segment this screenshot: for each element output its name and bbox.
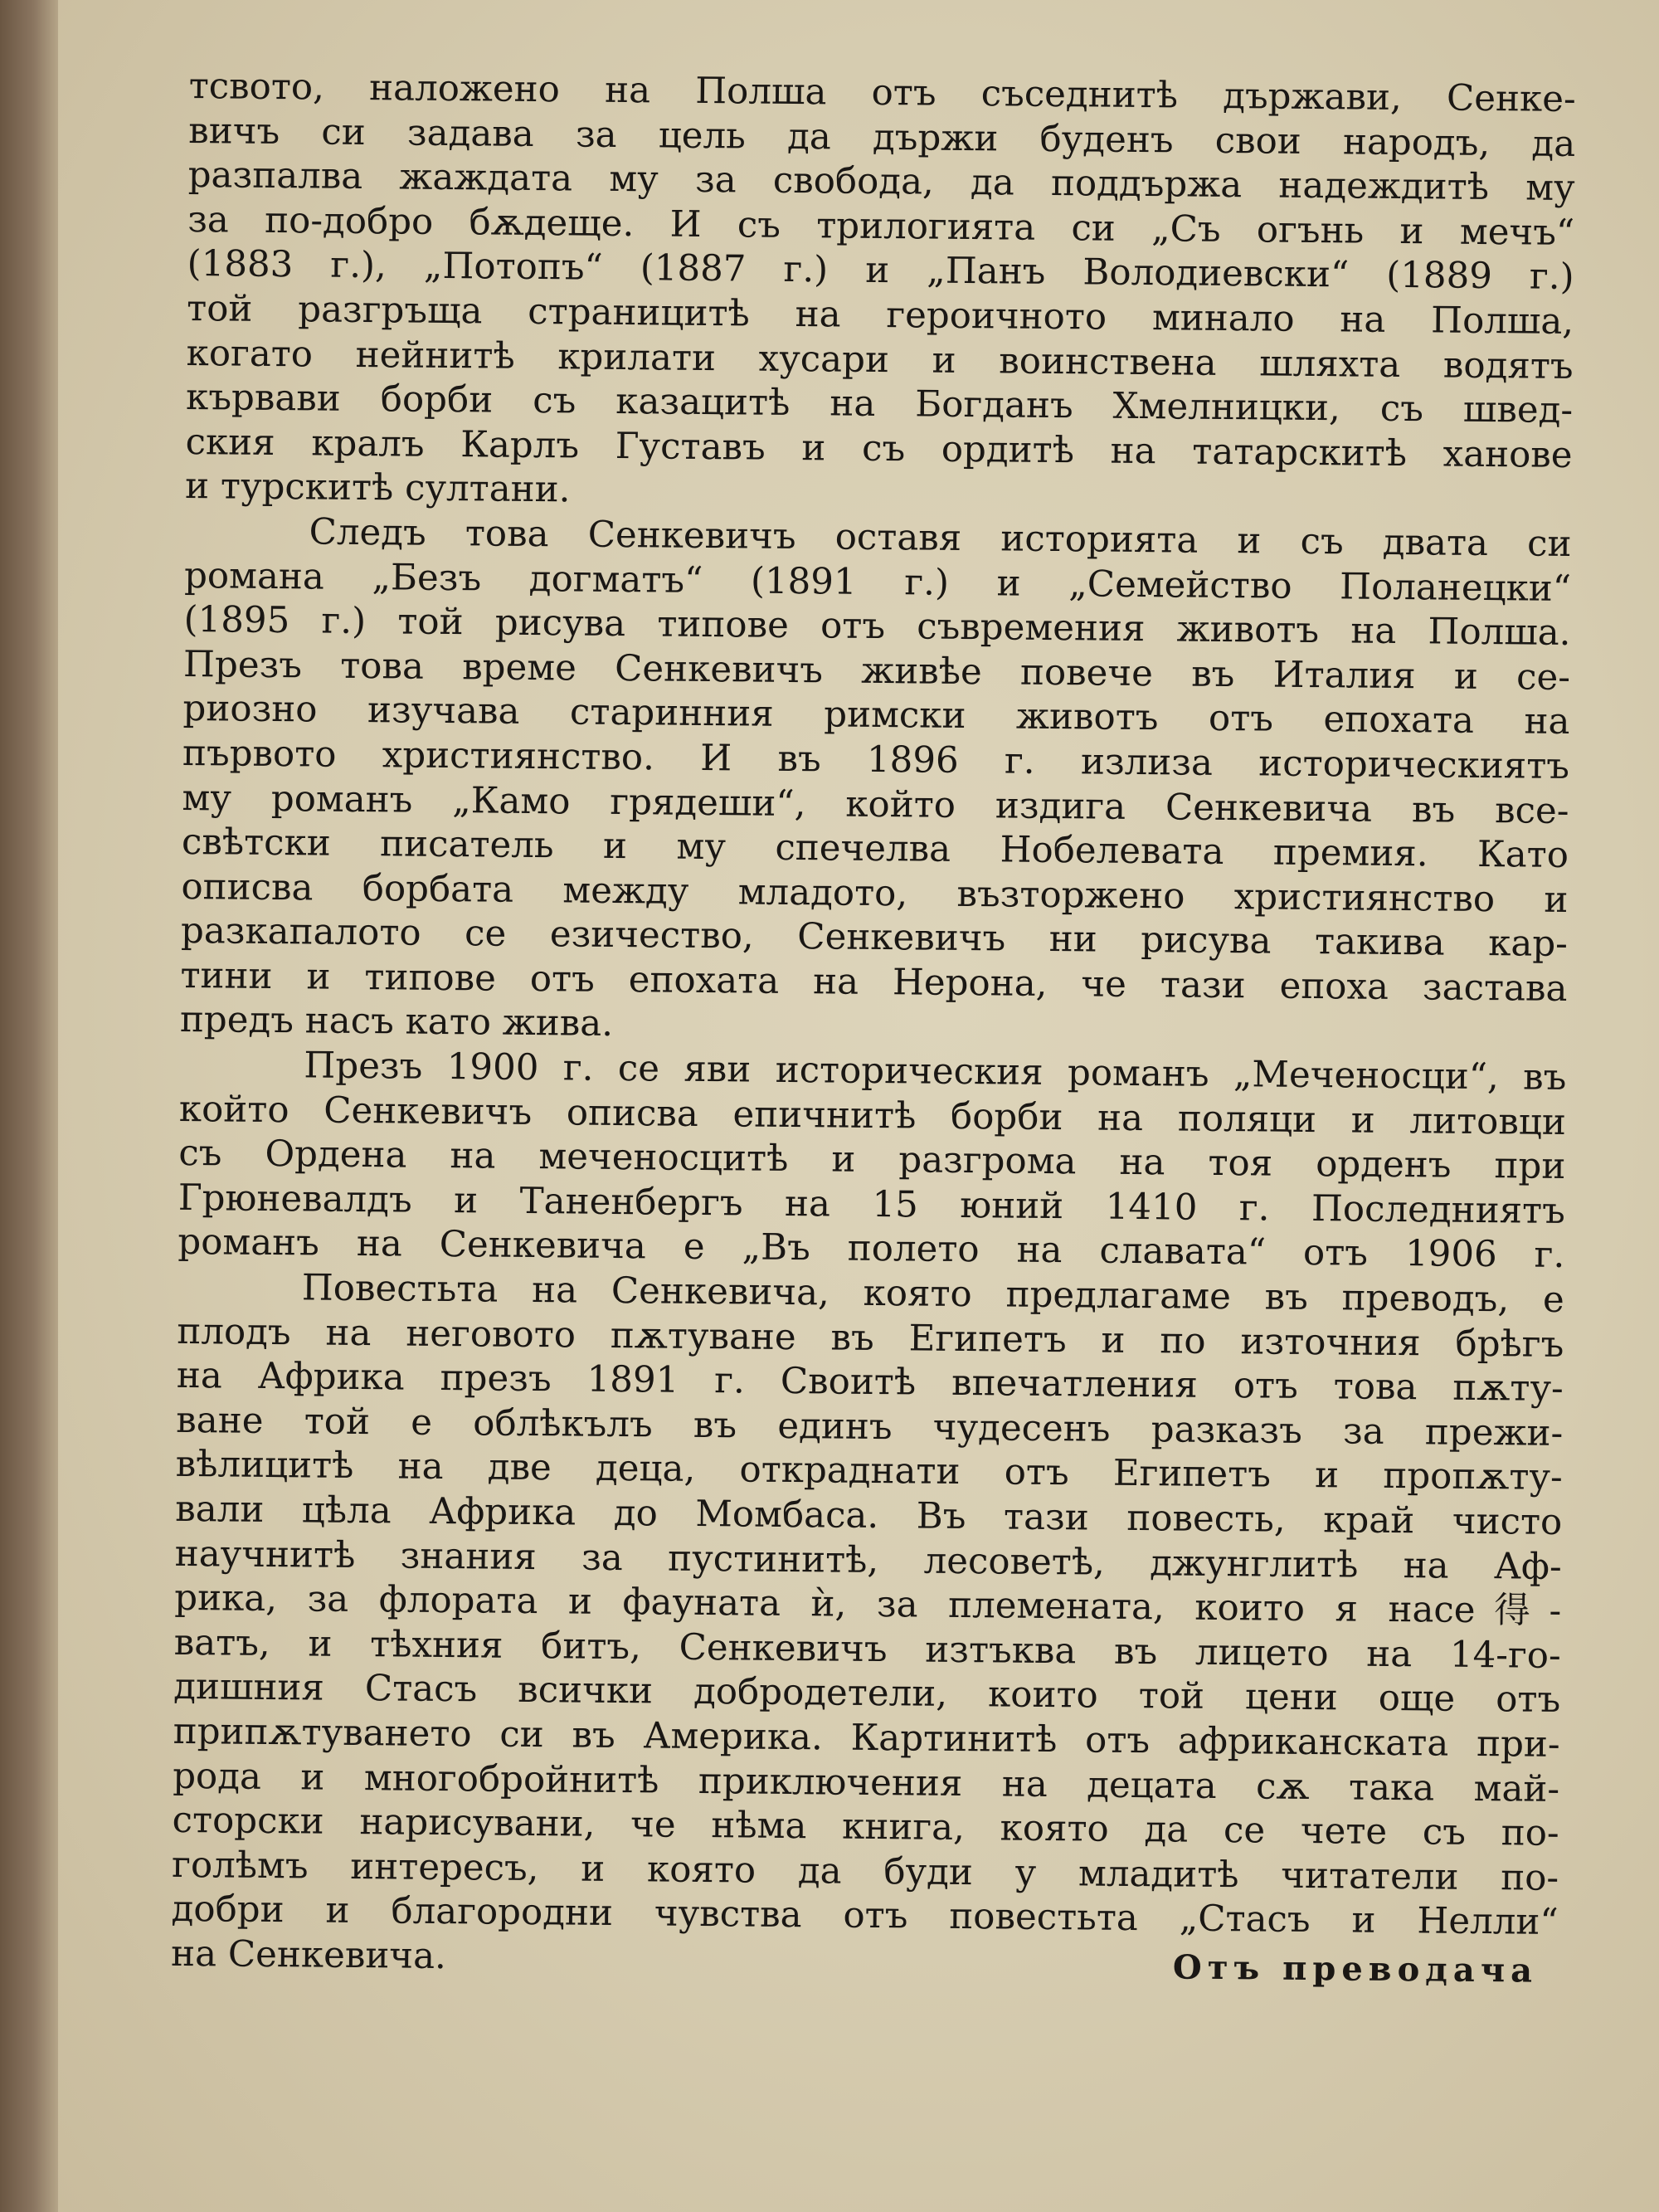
text-line: Грюневалдъ и Таненбергъ на 15 юний 1410 г. Последниятъ: [178, 1177, 1566, 1232]
text-line: вѣлицитѣ на две деца, откраднати отъ Египетъ и пропѫту-: [175, 1444, 1563, 1499]
text-line: голѣмъ интересъ, и която да буди у младитѣ читатели по-: [171, 1844, 1559, 1899]
text-line: разкапалото се езичество, Сенкевичъ ни рисува такива кар-: [180, 910, 1569, 966]
text-line: припѫтуването си въ Америка. Картинитѣ отъ африканската при-: [173, 1710, 1560, 1766]
text-line: който Сенкевичъ описва епичнитѣ борби на поляци и литовци: [178, 1088, 1567, 1143]
text-line: описва борбата между младото, възторжено християнство и: [181, 865, 1569, 921]
text-line: риозно изучава старинния римски животъ отъ епохата на: [182, 688, 1570, 743]
text-line: ване той е облѣкълъ въ единъ чудесенъ разказъ за прежи-: [176, 1399, 1564, 1454]
text-line: кървави борби съ казацитѣ на Богданъ Хмелницки, съ швед-: [185, 377, 1574, 432]
text-line: рика, за флората и фауната ѝ, за племената, които я насе得-: [174, 1577, 1562, 1633]
paragraph-1: [185, 65, 1576, 523]
translator-signature: Отъ преводача: [1172, 1947, 1539, 1990]
text-line: вичъ си задава за цель да държи буденъ свои народъ, да: [187, 110, 1576, 165]
paragraph-3: [178, 1043, 1566, 1279]
text-line: Следъ това Сенкевичъ оставя историята и съ двата си: [309, 511, 1572, 565]
text-line: Презъ 1900 г. се яви историческия романъ „Меченосци“, въ: [304, 1045, 1567, 1099]
text-line: научнитѣ знания за пустинитѣ, лесоветѣ, джунглитѣ на Аф-: [174, 1532, 1562, 1588]
text-line: (1895 г.) той рисува типове отъ съвремения животъ на Полша.: [183, 599, 1571, 655]
text-line: рода и многобройнитѣ приключения на децата сѫ така май-: [172, 1755, 1560, 1810]
text-line: първото християнство. И въ 1896 г. излиза историческиятъ: [182, 732, 1570, 787]
text-line: на Африка презъ 1891 г. Своитѣ впечатления отъ това пѫту-: [176, 1355, 1564, 1411]
text-line: плодъ на неговото пѫтуване въ Египетъ и по източния брѣгъ: [177, 1310, 1564, 1366]
text-line: сторски нарисувани, че нѣма книга, която да се чете съ по-: [172, 1800, 1559, 1855]
text-line: свѣтски писатель и му спечелва Нобелевата премия. Като: [181, 821, 1569, 877]
paragraph-2: [180, 509, 1572, 1056]
text-line: той разгръща страницитѣ на героичното минало на Полша,: [186, 287, 1574, 343]
text-line: за по-добро бѫдеще. И съ трилогията си „Съ огънь и мечъ“: [187, 198, 1575, 254]
text-line: му романъ „Камо грядеши“, който издига Сенкевича въ все-: [182, 777, 1569, 832]
text-line: разпалва жаждата му за свобода, да поддържа надеждитѣ му: [187, 154, 1575, 210]
page-text: [171, 65, 1576, 1993]
text-line: ския кралъ Карлъ Густавъ и съ ордитѣ на татарскитѣ ханове: [185, 421, 1573, 476]
text-line: тсвото, наложено на Полша отъ съседнитѣ държави, Сенке-: [188, 65, 1576, 121]
text-line: когато нейнитѣ крилати хусари и воинствена шляхта водятъ: [186, 332, 1574, 387]
text-line: вали цѣла Африка до Момбаса. Въ тази повесть, край чисто: [175, 1488, 1563, 1543]
text-line: романъ на Сенкевича е „Въ полето на славата“ отъ 1906 г.: [178, 1221, 1565, 1277]
text-line: ватъ, и тѣхния битъ, Сенкевичъ изтъква въ лицето на 14-го-: [173, 1621, 1561, 1677]
text-line: романа „Безъ догматъ“ (1891 г.) и „Семейство Поланецки“: [183, 554, 1572, 610]
text-line: съ Ордена на меченосцитѣ и разгрома на тоя орденъ при: [178, 1133, 1566, 1188]
paragraph-4: [171, 1265, 1564, 1990]
text-line: Повестьта на Сенкевича, която предлагаме въ преводъ, е: [301, 1267, 1565, 1322]
text-line: добри и благородни чувства отъ повестьта „Стасъ и Нелли“: [171, 1888, 1559, 1944]
text-line: и турскитѣ султани.: [184, 465, 571, 511]
text-line: на Сенкевича.: [170, 1932, 447, 1978]
text-line: Презъ това време Сенкевичъ живѣе повече въ Италия и се-: [182, 643, 1571, 699]
text-line: тини и типове отъ епохата на Нерона, че тази епоха застава: [180, 954, 1568, 1010]
text-line: (1883 г.), „Потопъ“ (1887 г.) и „Панъ Володиевски“ (1889 г.): [187, 243, 1574, 299]
text-line: дишния Стасъ всички добродетели, които той цени още отъ: [173, 1666, 1561, 1722]
text-line: предъ насъ като жива.: [179, 999, 614, 1045]
